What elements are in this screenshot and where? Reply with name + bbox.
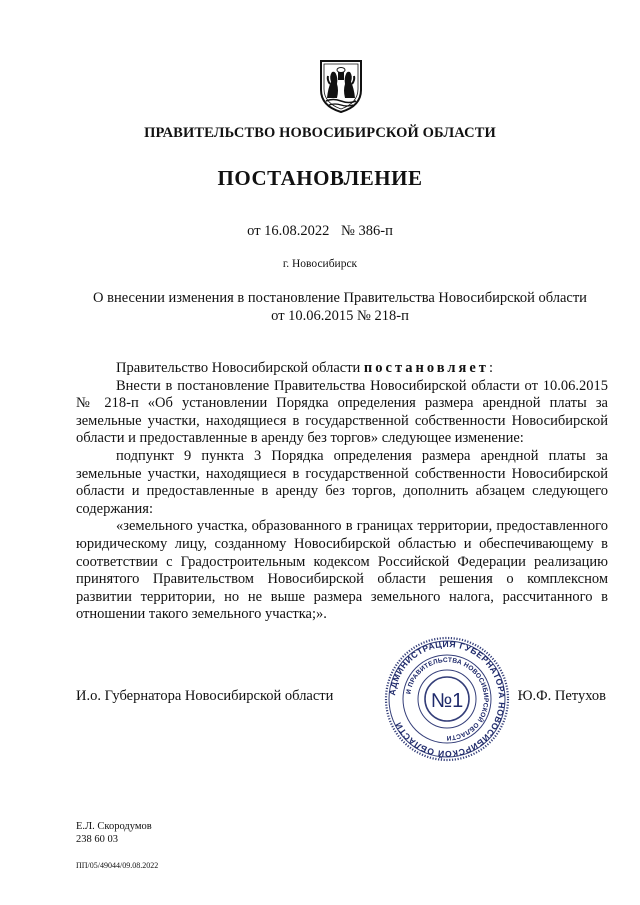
coat-of-arms-emblem	[318, 58, 364, 114]
paragraph-1: Внести в постановление Правительства Новосибирской области от 10.06.2015 № 218-п «Об установлении Порядка определения размера арендной платы за земельные участки, находящиеся в государственной собственности Новосибирской области и предоставленные в аренду без торгов» следующее изменение:	[76, 377, 608, 447]
executor-name: Е.Л. Скородумов	[76, 821, 152, 832]
document-date: от 16.08.2022	[247, 223, 330, 239]
document-title	[70, 290, 610, 325]
paragraph-2: подпункт 9 пункта 3 Порядка определения размера арендной платы за земельные участки, находящиеся в государственной собственности Новосибирской области и предоставленные в аренду без торгов, дополнить абзацем следующего содержания:	[76, 447, 608, 517]
title-line-2: от 10.06.2015 № 218-п	[271, 307, 409, 324]
seal-outer-text: АДМИНИСТРАЦИЯ ГУБЕРНАТОРА НОВОСИБИРСКОЙ ОБЛАСТИ	[387, 638, 508, 760]
executor-info	[76, 820, 152, 846]
official-seal	[384, 636, 510, 762]
document-body	[76, 360, 608, 624]
signatory-position: И.о. Губернатора Новосибирской области	[76, 688, 334, 704]
document-type: ПОСТАНОВЛЕНИЕ	[217, 166, 423, 190]
intro-prefix: Правительство Новосибирской области	[116, 360, 361, 376]
seal-number: №1	[430, 690, 464, 712]
date-number-line	[0, 223, 640, 240]
document-id: ПП/05/49044/09.08.2022	[76, 861, 159, 870]
intro-suffix: :	[488, 360, 493, 376]
executor-phone: 238 60 03	[76, 834, 118, 845]
paragraph-3: «земельного участка, образованного в границах территории, предоставленного юридическому лицу, созданному Новосибирской областью и обеспечивающему в соответствии с Градостроительным кодексом Российской Федерации реализацию принятого Правительством Новосибирской области решения о комплексном развитии территории, но не выше размера земельного налога, рассчитанного в отношении такого земельного участка;».	[76, 518, 608, 623]
signatory-name: Ю.Ф. Петухов	[517, 688, 606, 704]
organization-name: ПРАВИТЕЛЬСТВО НОВОСИБИРСКОЙ ОБЛАСТИ	[144, 125, 496, 141]
decree-word: постановляет	[363, 360, 489, 376]
document-number: № 386-п	[341, 223, 393, 239]
seal-inner-text: И ПРАВИТЕЛЬСТВА НОВОСИБИРСКОЙ ОБЛАСТИ	[405, 656, 490, 742]
city: г. Новосибирск	[282, 258, 358, 270]
intro-paragraph	[76, 360, 608, 378]
title-line-1: О внесении изменения в постановление Правительства Новосибирской области	[93, 290, 587, 306]
